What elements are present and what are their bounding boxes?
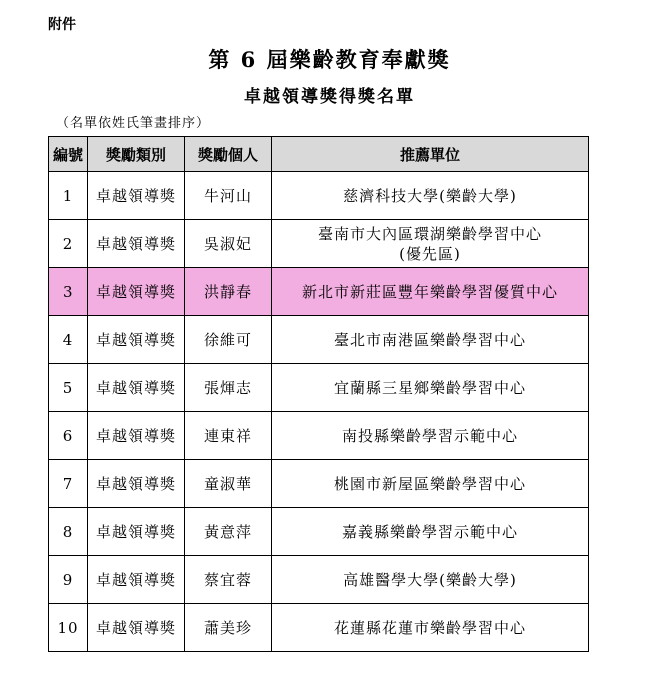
row-name: 蕭美珍 (185, 604, 272, 652)
row-name: 黃意萍 (185, 508, 272, 556)
row-unit-line1: 高雄醫學大學(樂齡大學) (343, 570, 517, 589)
row-unit (272, 604, 589, 652)
table-row (49, 412, 589, 460)
row-unit (272, 460, 589, 508)
row-category: 卓越領導獎 (88, 364, 185, 412)
page-subtitle: 卓越領導獎得獎名單 (244, 87, 415, 107)
header-individual: 獎勵個人 (185, 137, 272, 172)
header-category: 獎勵類別 (88, 137, 185, 172)
row-unit-line1: 宜蘭縣三星鄉樂齡學習中心 (333, 378, 526, 397)
table-row (49, 556, 589, 604)
row-number: 1 (49, 172, 88, 220)
row-unit-line1: 臺南市大內區環湖樂齡學習中心 (317, 224, 542, 243)
row-category: 卓越領導獎 (88, 268, 185, 316)
row-number: 2 (49, 220, 88, 268)
row-number: 4 (49, 316, 88, 364)
row-unit-line1: 桃園市新屋區樂齡學習中心 (333, 474, 526, 493)
row-unit-line1: 花蓮縣花蓮市樂齡學習中心 (333, 618, 526, 637)
row-unit-line1: 嘉義縣樂齡學習示範中心 (341, 522, 518, 541)
row-number: 3 (49, 268, 88, 316)
row-number: 5 (49, 364, 88, 412)
row-unit (272, 364, 589, 412)
attachment-label: 附件 (48, 17, 76, 33)
table-row-highlighted (49, 268, 589, 316)
table-row (49, 364, 589, 412)
row-category: 卓越領導獎 (88, 316, 185, 364)
row-number: 6 (49, 412, 88, 460)
row-unit (272, 220, 589, 268)
row-number: 9 (49, 556, 88, 604)
page-title: 第 6 屆樂齡教育奉獻獎 (208, 47, 451, 72)
row-name: 洪靜春 (185, 268, 272, 316)
row-name: 吳淑妃 (185, 220, 272, 268)
table-row (49, 220, 589, 268)
row-unit (272, 268, 589, 316)
row-unit-line1: 南投縣樂齡學習示範中心 (341, 426, 518, 445)
row-number: 10 (49, 604, 88, 652)
header-number: 編號 (49, 137, 88, 172)
row-number: 8 (49, 508, 88, 556)
row-unit-line2: (優先區) (399, 244, 461, 263)
row-name: 蔡宜蓉 (185, 556, 272, 604)
row-unit-line1: 臺北市南港區樂齡學習中心 (333, 330, 526, 349)
row-number: 7 (49, 460, 88, 508)
row-category: 卓越領導獎 (88, 460, 185, 508)
row-unit (272, 556, 589, 604)
row-name: 牛河山 (185, 172, 272, 220)
row-category: 卓越領導獎 (88, 604, 185, 652)
row-name: 連東祥 (185, 412, 272, 460)
row-name: 童淑華 (185, 460, 272, 508)
row-unit (272, 508, 589, 556)
header-recommending-unit: 推薦單位 (272, 137, 589, 172)
row-category: 卓越領導獎 (88, 508, 185, 556)
table-row (49, 508, 589, 556)
table-row (49, 604, 589, 652)
table-row (49, 172, 589, 220)
table-row (49, 460, 589, 508)
row-unit (272, 316, 589, 364)
row-category: 卓越領導獎 (88, 172, 185, 220)
table-header-row (49, 137, 589, 172)
table-row (49, 316, 589, 364)
awardee-table (48, 136, 589, 652)
row-unit (272, 172, 589, 220)
row-name: 徐維可 (185, 316, 272, 364)
row-name: 張煇志 (185, 364, 272, 412)
sort-note: （名單依姓氏筆畫排序） (56, 116, 211, 131)
row-category: 卓越領導獎 (88, 556, 185, 604)
row-category: 卓越領導獎 (88, 220, 185, 268)
row-unit-line1: 新北市新莊區豐年樂齡學習優質中心 (301, 282, 558, 301)
row-unit-line1: 慈濟科技大學(樂齡大學) (343, 186, 517, 205)
row-unit (272, 412, 589, 460)
row-category: 卓越領導獎 (88, 412, 185, 460)
